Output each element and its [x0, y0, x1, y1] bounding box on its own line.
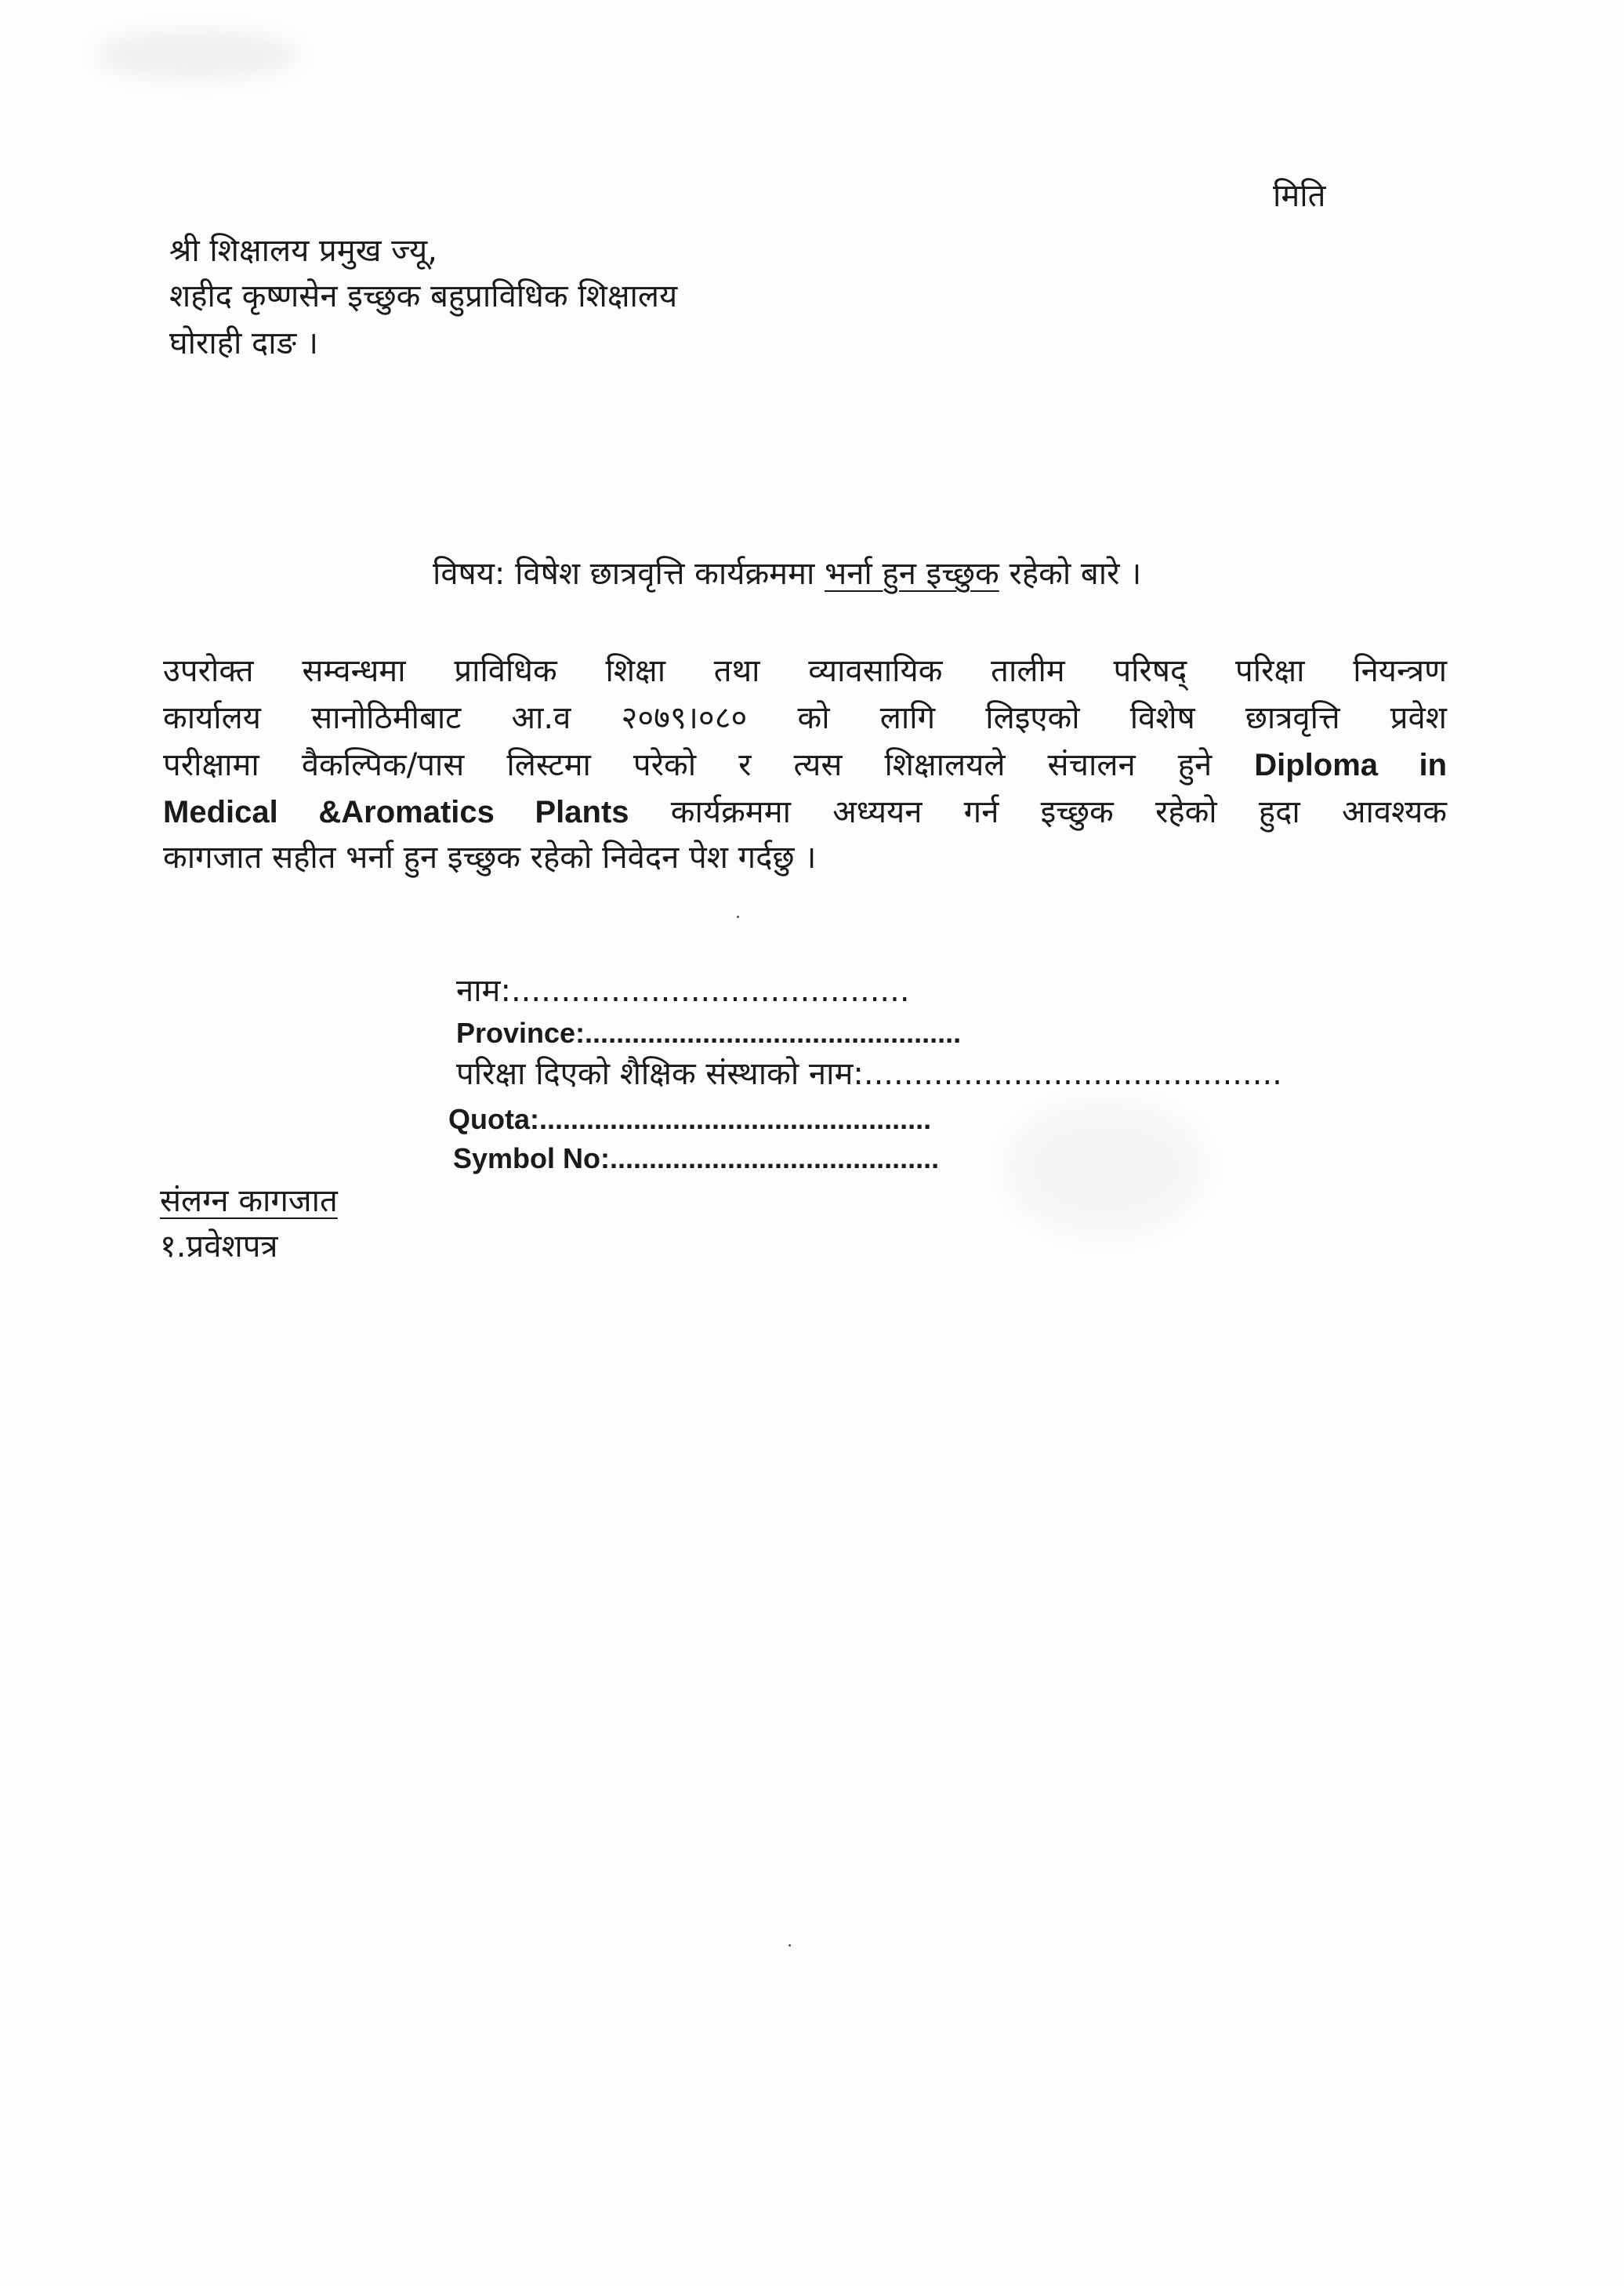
- recipient-line-2: शहीद कृष्णसेन इच्छुक बहुप्राविधिक शिक्षालय: [169, 278, 678, 314]
- form-quota-field: Quota:..................................................: [448, 1103, 932, 1135]
- body-line-1: उपरोक्त सम्वन्धमा प्राविधिक शिक्षा तथा व्यावसायिक तालीम परिषद् परिक्षा नियन्त्रण: [163, 653, 1447, 689]
- date-label: मिति: [1273, 178, 1326, 214]
- subject-suffix: रहेको बारे ।: [1009, 556, 1142, 592]
- form-institution-field: परिक्षा दिएको शैक्षिक संस्थाको नाम:..........................................: [456, 1056, 1282, 1092]
- attachments-heading: संलग्न कागजात: [160, 1183, 338, 1219]
- recipient-line-3: घोराही दाङ ।: [169, 325, 318, 361]
- subject-underlined: भर्ना हुन इच्छुक: [825, 556, 999, 592]
- body-line-3-nepali: परीक्षामा वैकल्पिक/पास लिस्टमा परेको र त्यस शिक्षालयले संचालन हुने: [163, 747, 1213, 783]
- scan-speck: [737, 916, 739, 918]
- scan-smudge: [94, 31, 298, 78]
- body-line-4-english: Medical &Aromatics Plants: [163, 795, 629, 829]
- subject-line: [433, 555, 1141, 593]
- body-line-3: [163, 742, 1447, 785]
- body-line-4-nepali: कार्यक्रममा अध्ययन गर्न इच्छुक रहेको हुदा आवश्यक: [670, 794, 1448, 830]
- form-province-field: Province:................................................: [456, 1017, 962, 1049]
- scan-speck: [788, 1944, 791, 1947]
- recipient-line-1: श्री शिक्षालय प्रमुख ज्यू,: [169, 233, 437, 269]
- attachment-item-1: १.प्रवेशपत्र: [160, 1228, 278, 1265]
- subject-prefix: विषय: विषेश छात्रवृत्ति कार्यक्रममा: [433, 556, 815, 592]
- form-name-field: नाम:........................................: [456, 973, 910, 1009]
- body-line-5: कागजात सहीत भर्ना हुन इच्छुक रहेको निवेदन पेश गर्दछु ।: [163, 840, 817, 876]
- body-line-3-english: Diploma in: [1254, 748, 1448, 782]
- body-line-4: [163, 789, 1447, 832]
- scan-smudge: [1003, 1098, 1207, 1239]
- form-symbol-field: Symbol No:..........................................: [453, 1142, 940, 1174]
- body-line-2: कार्यालय सानोठिमीबाट आ.व २०७९।०८० को लागि लिइएको विशेष छात्रवृत्ति प्रवेश: [163, 700, 1447, 736]
